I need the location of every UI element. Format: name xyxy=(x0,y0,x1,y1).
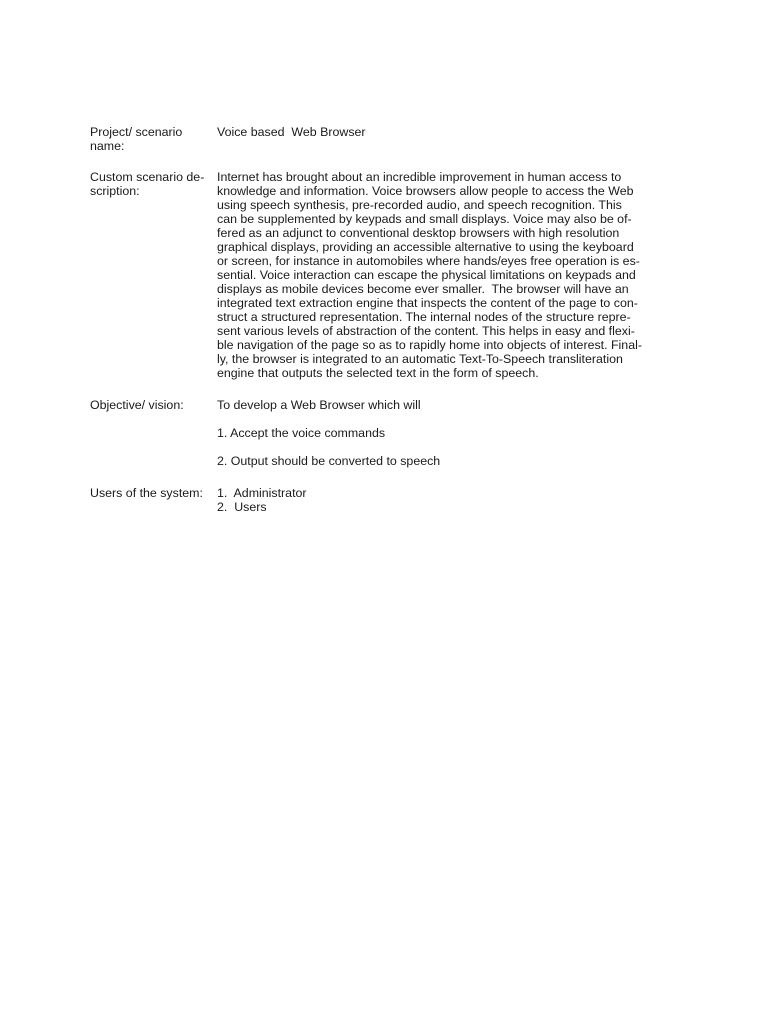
project-name-label xyxy=(90,125,217,153)
description-line: ble navigation of the page so as to rapidly home into objects of interest. Final- xyxy=(217,338,642,352)
project-name-label-line: name: xyxy=(90,139,125,153)
users-label-text: Users of the system: xyxy=(90,486,203,500)
description-line: knowledge and information. Voice browsers allow people to access the Web xyxy=(217,184,634,198)
description-line: Internet has brought about an incredible improvement in human access to xyxy=(217,170,622,184)
objective-label xyxy=(90,398,217,468)
description-line: can be supplemented by keypads and small displays. Voice may also be of- xyxy=(217,212,632,226)
objective-label-text: Objective/ vision: xyxy=(90,398,184,412)
description-line: fered as an adjunct to conventional desktop browsers with high resolution xyxy=(217,226,620,240)
description-line: using speech synthesis, pre-recorded audio, and speech recognition. This xyxy=(217,198,622,212)
project-name-row xyxy=(90,125,650,153)
project-name-text: Voice based Web Browser xyxy=(217,125,366,139)
description-line: or screen, for instance in automobiles where hands/eyes free operation is es- xyxy=(217,254,640,268)
description-line: ly, the browser is integrated to an automatic Text-To-Speech transliteration xyxy=(217,352,623,366)
scenario-description-label-line: Custom scenario de- xyxy=(90,170,205,184)
description-line: integrated text extraction engine that inspects the content of the page to con- xyxy=(217,296,638,310)
project-name-value xyxy=(217,125,650,153)
objective-intro: To develop a Web Browser which will xyxy=(217,398,421,412)
objective-value xyxy=(217,398,650,468)
project-name-label-line: Project/ scenario xyxy=(90,125,183,139)
users-row xyxy=(90,486,650,514)
users-value xyxy=(217,486,650,514)
scenario-description-text xyxy=(217,170,650,380)
objective-spacer xyxy=(217,412,650,426)
objective-item: 1. Accept the voice commands xyxy=(217,426,386,440)
users-item: 1. Administrator xyxy=(217,486,307,500)
objective-row xyxy=(90,398,650,468)
description-line: sent various levels of abstraction of the content. This helps in easy and flexi- xyxy=(217,324,635,338)
scenario-description-label-line: scription: xyxy=(90,184,140,198)
description-line: struct a structured representation. The internal nodes of the structure repre- xyxy=(217,310,631,324)
scenario-description-row xyxy=(90,170,650,380)
scenario-description-label xyxy=(90,170,217,380)
users-label xyxy=(90,486,217,514)
description-line: displays as mobile devices become ever smaller. The browser will have an xyxy=(217,282,629,296)
objective-item: 2. Output should be converted to speech xyxy=(217,454,441,468)
description-line: graphical displays, providing an accessible alternative to using the keyboard xyxy=(217,240,634,254)
objective-spacer xyxy=(217,440,650,454)
description-line: engine that outputs the selected text in the form of speech. xyxy=(217,366,539,380)
users-item: 2. Users xyxy=(217,500,267,514)
description-line: sential. Voice interaction can escape the physical limitations on keypads and xyxy=(217,268,636,282)
